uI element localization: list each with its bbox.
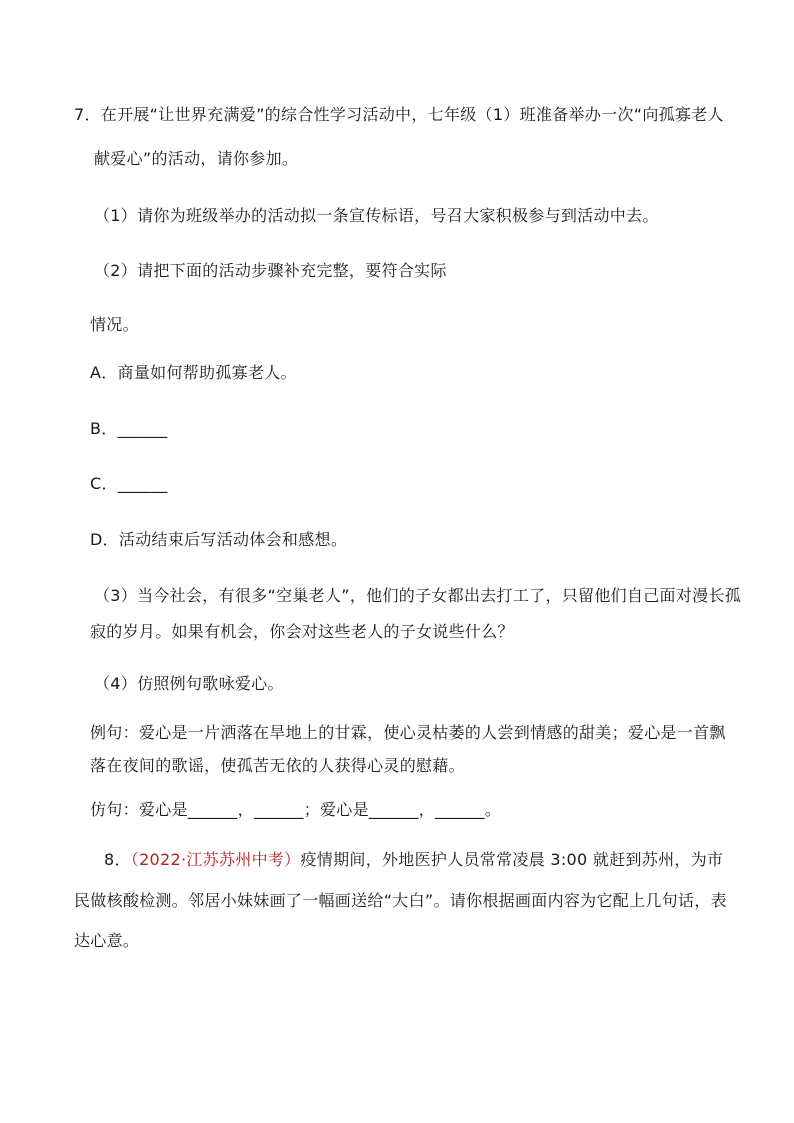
- activity-step-a: A．商量如何帮助孤寡老人。: [90, 363, 297, 382]
- question-8-line-1: [104, 849, 723, 871]
- question-8-source: （2022·江苏苏州中考）: [130, 850, 301, 869]
- example-sentence-line-2: 落在夜间的歌谣，使孤苦无依的人获得心灵的慰藉。: [90, 756, 465, 775]
- question-7-part-1: （1）请你为班级举办的活动拟一条宣传标语，号召大家积极参与到活动中去。: [94, 206, 659, 225]
- question-8-line-2: 民做核酸检测。邻居小妹妹画了一幅画送给“大白”。请你根据画面内容为它配上几句话，表: [74, 891, 727, 910]
- imitation-sentence: 仿句：爱心是______，______；爱心是______，______。: [90, 800, 502, 819]
- activity-step-b: B．______: [90, 419, 168, 438]
- activity-step-d: D．活动结束后写活动体会和感想。: [90, 530, 348, 549]
- question-7-line-2: 献爱心”的活动，请你参加。: [94, 149, 299, 168]
- question-8-line-3: 达心意。: [74, 931, 140, 950]
- question-7-line-1: 7．在开展“让世界充满爱”的综合性学习活动中，七年级（1）班准备举办一次“向孤寡老人: [74, 105, 724, 124]
- question-8-number: 8．: [104, 850, 131, 869]
- question-7-part-2-cont: 情况。: [90, 315, 139, 334]
- question-7-part-2: （2）请把下面的活动步骤补充完整，要符合实际: [94, 261, 447, 280]
- question-7-part-3: （3）当今社会，有很多“空巢老人”，他们的子女都出去打工了，只留他们自己面对漫长孤: [94, 586, 742, 605]
- example-sentence-line-1: 例句：爱心是一片洒落在旱地上的甘霖，使心灵枯萎的人尝到情感的甜美；爱心是一首飘: [90, 723, 726, 742]
- activity-step-c: C．______: [90, 474, 168, 493]
- question-7-part-4: （4）仿照例句歌咏爱心。: [94, 674, 284, 693]
- question-7-part-3-cont: 寂的岁月。如果有机会，你会对这些老人的子女说些什么？: [90, 622, 514, 641]
- question-8-line-1-text: 疫情期间，外地医护人员常常凌晨 3:00 就赶到苏州，为市: [300, 850, 724, 869]
